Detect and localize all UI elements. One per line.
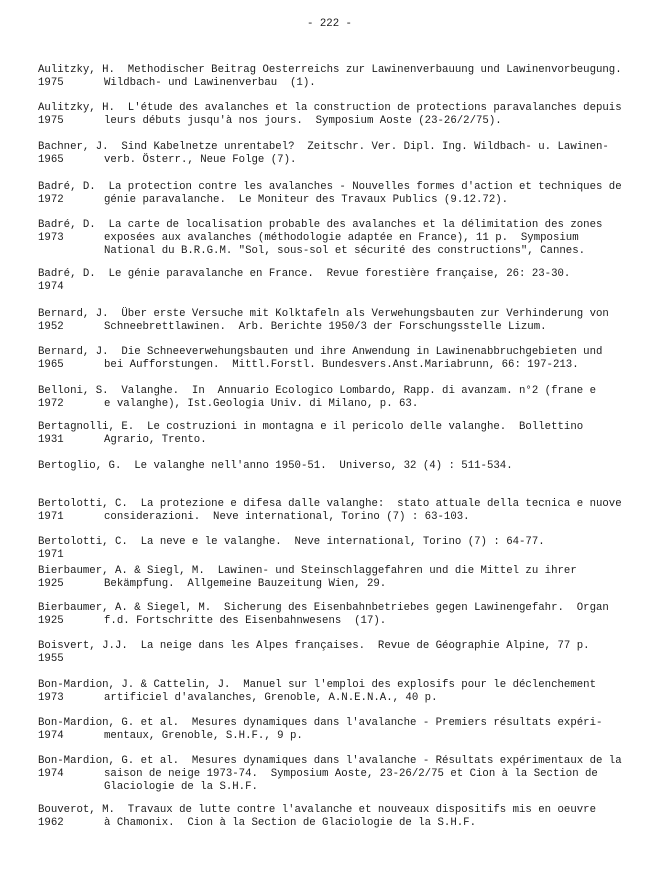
entry-year: 1952: [38, 321, 64, 333]
entry-continuation: génie paravalanche. Le Moniteur des Travaux Publics (9.12.72).: [104, 194, 509, 206]
entry-continuation: considerazioni. Neve international, Torino (7) : 63-103.: [104, 511, 470, 523]
entry-continuation: National du B.R.G.M. "Sol, sous-sol et sécurité des constructions", Cannes.: [104, 245, 586, 257]
bibliography-entry: [38, 755, 622, 794]
entry-citation-head: Bertoglio, G. Le valanghe nell'anno 1950-51. Universo, 32 (4) : 511-534.: [38, 460, 513, 472]
entry-citation-head: Bertolotti, C. La neve e le valanghe. Neve international, Torino (7) : 64-77.: [38, 536, 545, 548]
bibliography-entry: [38, 536, 545, 562]
entry-continuation: Wildbach- und Lawinenverbau (1).: [104, 77, 316, 89]
entry-year: 1972: [38, 398, 64, 410]
entry-continuation: verb. Österr., Neue Folge (7).: [104, 154, 297, 166]
bibliography-entry: [38, 602, 609, 628]
bibliography-entry: [38, 141, 609, 167]
entry-year: 1971: [38, 511, 64, 523]
entry-citation-head: Belloni, S. Valanghe. In Annuario Ecologico Lombardo, Rapp. di avanzam. n°2 (frane e: [38, 385, 596, 397]
bibliography-entry: [38, 421, 583, 447]
entry-year: 1975: [38, 115, 64, 127]
entry-year: 1925: [38, 615, 64, 627]
bibliography-entry: [38, 219, 602, 258]
entry-citation-head: Bon-Mardion, G. et al. Mesures dynamiques dans l'avalanche - Premiers résultats expéri-: [38, 717, 603, 729]
entry-year: 1974: [38, 281, 64, 293]
bibliography-entry: [38, 102, 622, 128]
entry-continuation: exposées aux avalanches (méthodologie adaptée en France), 11 p. Symposium: [104, 232, 579, 244]
bibliography-entry: [38, 640, 590, 666]
bibliography-entry: [38, 268, 570, 294]
entry-citation-head: Boisvert, J.J. La neige dans les Alpes françaises. Revue de Géographie Alpine, 77 p.: [38, 640, 590, 652]
entry-continuation: bei Aufforstungen. Mittl.Forstl. Bundesvers.Anst.Mariabrunn, 66: 197-213.: [104, 359, 579, 371]
entry-year: 1962: [38, 817, 64, 829]
entry-citation-head: Badré, D. La protection contre les avalanches - Nouvelles formes d'action et techniques de: [38, 181, 622, 193]
entry-citation-head: Bierbaumer, A. & Siegl, M. Lawinen- und Steinschlaggefahren und die Mittel zu ihrer: [38, 565, 577, 577]
entry-continuation: Schneebrettlawinen. Arb. Berichte 1950/3 der Forschungsstelle Lizum.: [104, 321, 547, 333]
entry-continuation: à Chamonix. Cion à la Section de Glaciologie de la S.H.F.: [104, 817, 476, 829]
entry-year: 1971: [38, 549, 64, 561]
entry-year: 1973: [38, 692, 64, 704]
bibliography-entry: [38, 181, 622, 207]
bibliography-entry: [38, 679, 596, 705]
bibliography-entry: [38, 460, 513, 473]
entry-continuation: Glaciologie de la S.H.F.: [104, 781, 258, 793]
entry-citation-head: Bon-Mardion, G. et al. Mesures dynamiques dans l'avalanche - Résultats expérimentaux de la: [38, 755, 622, 767]
entry-citation-head: Aulitzky, H. L'étude des avalanches et la construction de protections paravalanches depuis: [38, 102, 622, 114]
entry-citation-head: Badré, D. Le génie paravalanche en France. Revue forestière française, 26: 23-30.: [38, 268, 571, 280]
entry-year: 1974: [38, 730, 64, 742]
entry-continuation: mentaux, Grenoble, S.H.F., 9 p.: [104, 730, 303, 742]
entry-year: 1931: [38, 434, 64, 446]
bibliography-entry: [38, 565, 577, 591]
entry-citation-head: Badré, D. La carte de localisation probable des avalanches et la délimitation des zones: [38, 219, 603, 231]
entry-year: 1972: [38, 194, 64, 206]
entry-citation-head: Bon-Mardion, J. & Cattelin, J. Manuel sur l'emploi des explosifs pour le déclenchement: [38, 679, 596, 691]
entry-year: 1973: [38, 232, 64, 244]
page-number: - 222 -: [307, 18, 352, 30]
bibliography-entry: [38, 385, 596, 411]
entry-year: 1925: [38, 578, 64, 590]
entry-continuation: f.d. Fortschritte des Eisenbahnwesens (17).: [104, 615, 387, 627]
entry-citation-head: Bierbaumer, A. & Siegel, M. Sicherung des Eisenbahnbetriebes gegen Lawinengefahr. Organ: [38, 602, 609, 614]
entry-continuation: leurs débuts jusqu'à nos jours. Symposium Aoste (23-26/2/75).: [104, 115, 502, 127]
entry-citation-head: Bertolotti, C. La protezione e difesa dalle valanghe: stato attuale della tecnica e nuove: [38, 498, 622, 510]
entry-year: 1965: [38, 359, 64, 371]
bibliography-entry: [38, 64, 622, 90]
bibliography-entry: [38, 717, 602, 743]
entry-citation-head: Bernard, J. Über erste Versuche mit Kolktafeln als Verwehungsbauten zur Verhinderung von: [38, 308, 609, 320]
entry-continuation: Bekämpfung. Allgemeine Bauzeitung Wien, 29.: [104, 578, 387, 590]
entry-year: 1955: [38, 653, 64, 665]
entry-continuation: artificiel d'avalanches, Grenoble, A.N.E.N.A., 40 p.: [104, 692, 438, 704]
bibliography-entry: [38, 498, 622, 524]
bibliography-entry: [38, 346, 602, 372]
bibliography-entry: [38, 804, 596, 830]
entry-continuation: Agrario, Trento.: [104, 434, 207, 446]
entry-citation-head: Bachner, J. Sind Kabelnetze unrentabel? Zeitschr. Ver. Dipl. Ing. Wildbach- u. Lawinen-: [38, 141, 609, 153]
entry-citation-head: Bernard, J. Die Schneeverwehungsbauten und ihre Anwendung in Lawinenabbruchgebieten und: [38, 346, 603, 358]
entry-year: 1965: [38, 154, 64, 166]
entry-continuation: saison de neige 1973-74. Symposium Aoste, 23-26/2/75 et Cion à la Section de: [104, 768, 598, 780]
entry-citation-head: Aulitzky, H. Methodischer Beitrag Oesterreichs zur Lawinenverbauung und Lawinenvorbeugung.: [38, 64, 622, 76]
entry-continuation: e valanghe), Ist.Geologia Univ. di Milano, p. 63.: [104, 398, 419, 410]
entry-year: 1975: [38, 77, 64, 89]
bibliography-entry: [38, 308, 609, 334]
entry-citation-head: Bouverot, M. Travaux de lutte contre l'avalanche et nouveaux dispositifs mis en oeuvre: [38, 804, 596, 816]
entry-year: 1974: [38, 768, 64, 780]
entry-citation-head: Bertagnolli, E. Le costruzioni in montagna e il pericolo delle valanghe. Bollettino: [38, 421, 584, 433]
